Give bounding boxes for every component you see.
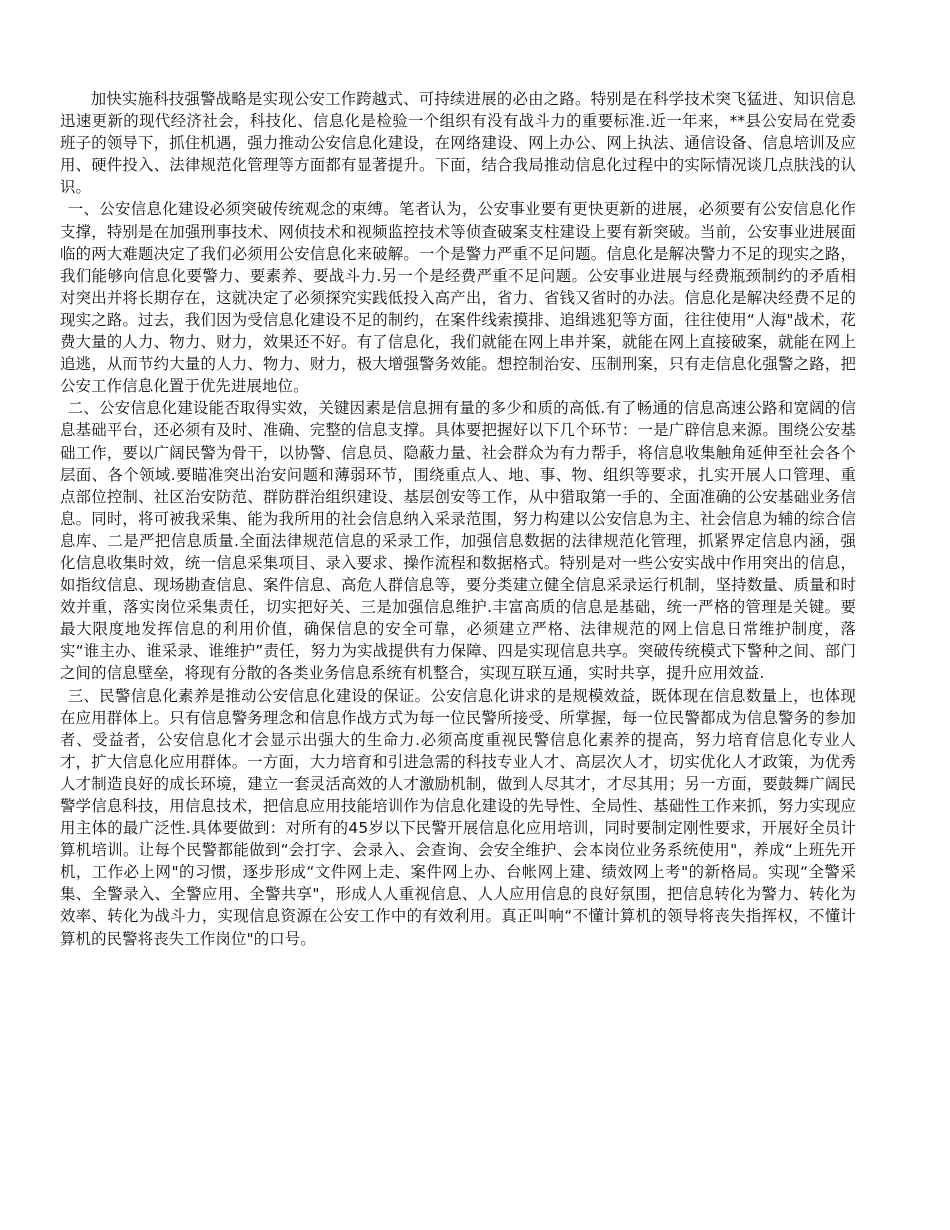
section-2-paragraph: 二、公安信息化建设能否取得实效，关键因素是信息拥有量的多少和质的高低.有了畅通的信息高速公路和宽阔的信息基础平台，还必须有及时、准确、完整的信息支撑。具体要把握好以下几个环节：一是广辟信息来源。围绕公安基础工作，要以广阔民警为骨干，以协警、信息员、隐蔽力量、社会群众为有力帮手，将信息收集触角延伸至社会各个层面、各个领域.要瞄准突出治安问题和薄弱环节，围绕重点人、地、事、物、组织等要求，扎实开展人口管理、重点部位控制、社区治安防范、群防群治组织建设、基层创安等工作，从中猎取第一手的、全面准确的公安基础业务信息。同时，将可被我采集、能为我所用的社会信息纳入采录范围，努力构建以公安信息为主、社会信息为辅的综合信息库、二是严把信息质量.全面法律规范信息的采录工作，加强信息数据的法律规范化管理，抓紧界定信息内涵，强化信息收集时效，统一信息采集项目、录入要求、操作流程和数据格式。特别是对一些公安实战中作用突出的信息，如指纹信息、现场勘查信息、案件信息、高危人群信息等，要分类建立健全信息采录运行机制，坚持数量、质量和时效并重，落实岗位采集责任，切实把好关、三是加强信息维护.丰富高质的信息是基础，统一严格的管理是关键。要最大限度地发挥信息的利用价值，确保信息的安全可靠，必须建立严格、法律规范的网上信息日常维护制度，落实“谁主办、谁采录、谁维护”责任，努力为实战提供有力保障、四是实现信息共享。突破传统模式下警种之间、部门之间的信息壁垒，将现有分散的各类业务信息系统有机整合，实现互联互通，实时共享，提升应用效益. <box>60 399 856 683</box>
document-body <box>60 88 856 950</box>
section-3-paragraph: 三、民警信息化素养是推动公安信息化建设的保证。公安信息化讲求的是规模效益，既体现在信息数量上，也体现在应用群体上。只有信息警务理念和信息作战方式为每一位民警所接受、所掌握，每一位民警都成为信息警务的参加者、受益者，公安信息化才会显示出强大的生命力.必须高度重视民警信息化素养的提高，努力培育信息化专业人才，扩大信息化应用群体。一方面，大力培育和引进急需的科技专业人才、高层次人才，切实优化人才政策，为优秀人才制造良好的成长环境，建立一套灵活高效的人才激励机制，做到人尽其才，才尽其用；另一方面，要鼓舞广阔民警学信息科技，用信息技术，把信息应用技能培训作为信息化建设的先导性、全局性、基础性工作来抓，努力实现应用主体的最广泛性.具体要做到：对所有的45岁以下民警开展信息化应用培训，同时要制定刚性要求，开展好全员计算机培训。让每个民警都能做到“会打字、会录入、会查询、会安全维护、会本岗位业务系统使用"，养成“上班先开机，工作必上网"的习惯，逐步形成“文件网上走、案件网上办、台帐网上建、绩效网上考"的新格局。实现“全警采集、全警录入、全警应用、全警共享"，形成人人重视信息、人人应用信息的良好氛围，把信息转化为警力、转化为效率、转化为战斗力，实现信息资源在公安工作中的有效利用。真正叫响“不懂计算机的领导将丧失指挥权，不懂计算机的民警将丧失工作岗位"的口号。 <box>60 686 856 948</box>
section-1-paragraph: 一、公安信息化建设必须突破传统观念的束缚。笔者认为，公安事业要有更快更新的进展，必须要有公安信息化作支撑，特别是在加强刑事技术、网侦技术和视频监控技术等侦查破案支柱建设上要有新突破。当前，公安事业进展面临的两大难题决定了我们必须用公安信息化来破解。一个是警力严重不足问题。信息化是解决警力不足的现实之路，我们能够向信息化要警力、要素养、要战斗力.另一个是经费严重不足问题。公安事业进展与经费瓶颈制约的矛盾相对突出并将长期存在，这就决定了必须探究实践低投入高产出，省力、省钱又省时的办法。信息化是解决经费不足的现实之路。过去，我们因为受信息化建设不足的制约，在案件线索摸排、追缉逃犯等方面，往往使用“人海"战术，花费大量的人力、物力、财力，效果还不好。有了信息化，我们就能在网上串并案，就能在网上直接破案，就能在网上追逃，从而节约大量的人力、物力、财力，极大增强警务效能。想控制治安、压制刑案，只有走信息化强警之路，把公安工作信息化置于优先进展地位。 <box>60 200 856 396</box>
intro-paragraph: 加快实施科技强警战略是实现公安工作跨越式、可持续进展的必由之路。特别是在科学技术突飞猛进、知识信息迅速更新的现代经济社会，科技化、信息化是检验一个组织有没有战斗力的重要标准.近一年来，**县公安局在党委班子的领导下，抓住机遇，强力推动公安信息化建设，在网络建设、网上办公、网上执法、通信设备、信息培训及应用、硬件投入、法律规范化管理等方面都有显著提升。下面，结合我局推动信息化过程中的实际情况谈几点肤浅的认识。 <box>60 90 856 197</box>
